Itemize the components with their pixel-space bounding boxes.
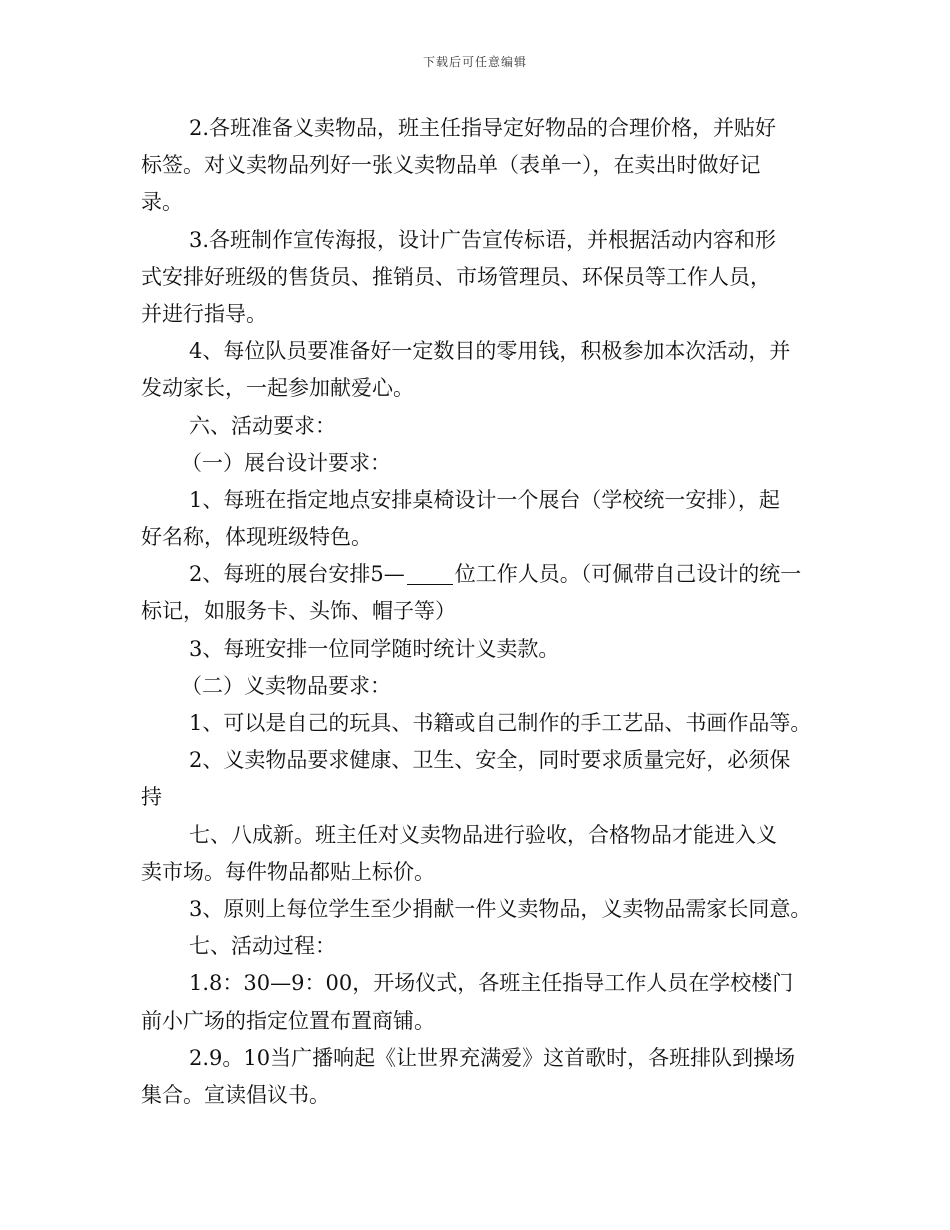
subsection-heading: （二）义卖物品要求： [181,673,391,698]
paragraph-line: 3、原则上每位学生至少捐献一件义卖物品，义卖物品需家长同意。 [189,896,812,921]
subsection-heading: （一）展台设计要求： [181,450,391,475]
paragraph-line: 1、可以是自己的玩具、书籍或自己制作的手工艺品、书画作品等。 [189,711,812,735]
document-body [141,110,813,1114]
line-segment: 2、每班的展台安排5— [189,562,405,587]
fill-in-blank [407,562,453,585]
paragraph-line: 1.8：30—9：00，开场仪式，各班主任指导工作人员在学校楼门 [189,971,794,996]
paragraph-line: 2.9。10当广播响起《让世界充满爱》这首歌时，各班排队到操场 [189,1045,796,1070]
paragraph-line: 七、八成新。班主任对义卖物品进行验收，合格物品才能进入义 [189,822,777,847]
paragraph-line: 2、义卖物品要求健康、卫生、安全，同时要求质量完好，必须保 [189,748,791,773]
section-heading: 七、活动过程： [189,934,336,959]
paragraph-line: 录。 [141,190,183,215]
paragraph-line: 前小广场的指定位置布置商铺。 [141,1008,435,1033]
paragraph-line: 1、每班在指定地点安排桌椅设计一个展台（学校统一安排），起 [189,487,780,512]
paragraph-line: 好名称，体现班级特色。 [141,525,372,550]
paragraph-line: 式安排好班级的售货员、推销员、市场管理员、环保员等工作人员， [141,264,771,289]
paragraph-line: 集合。宣读倡议书。 [141,1082,330,1107]
paragraph-line: 标记，如服务卡、头饰、帽子等） [141,599,456,624]
paragraph-line: 发动家长，一起参加献爱心。 [141,376,414,401]
paragraph-line: 3、每班安排一位同学随时统计义卖款。 [189,636,560,661]
paragraph-line: 并进行指导。 [141,301,267,326]
section-heading: 六、活动要求： [189,413,336,438]
paragraph-line: 卖市场。每件物品都贴上标价。 [141,859,435,884]
paragraph-line: 持 [141,785,162,810]
paragraph-line [141,556,813,593]
page-header: 下载后可任意编辑 [422,55,527,69]
paragraph-line: 3.各班制作宣传海报，设计广告宣传标语，并根据活动内容和形 [189,227,777,252]
line-segment: 位工作人员。（可佩带自己设计的统一 [454,562,802,587]
paragraph-line: 2.各班准备义卖物品，班主任指导定好物品的合理价格，并贴好 [189,116,777,140]
paragraph-line: 4、每位队员要准备好一定数目的零用钱，积极参加本次活动，并 [189,339,791,364]
paragraph-line: 标签。对义卖物品列好一张义卖物品单（表单一），在卖出时做好记 [141,153,761,178]
